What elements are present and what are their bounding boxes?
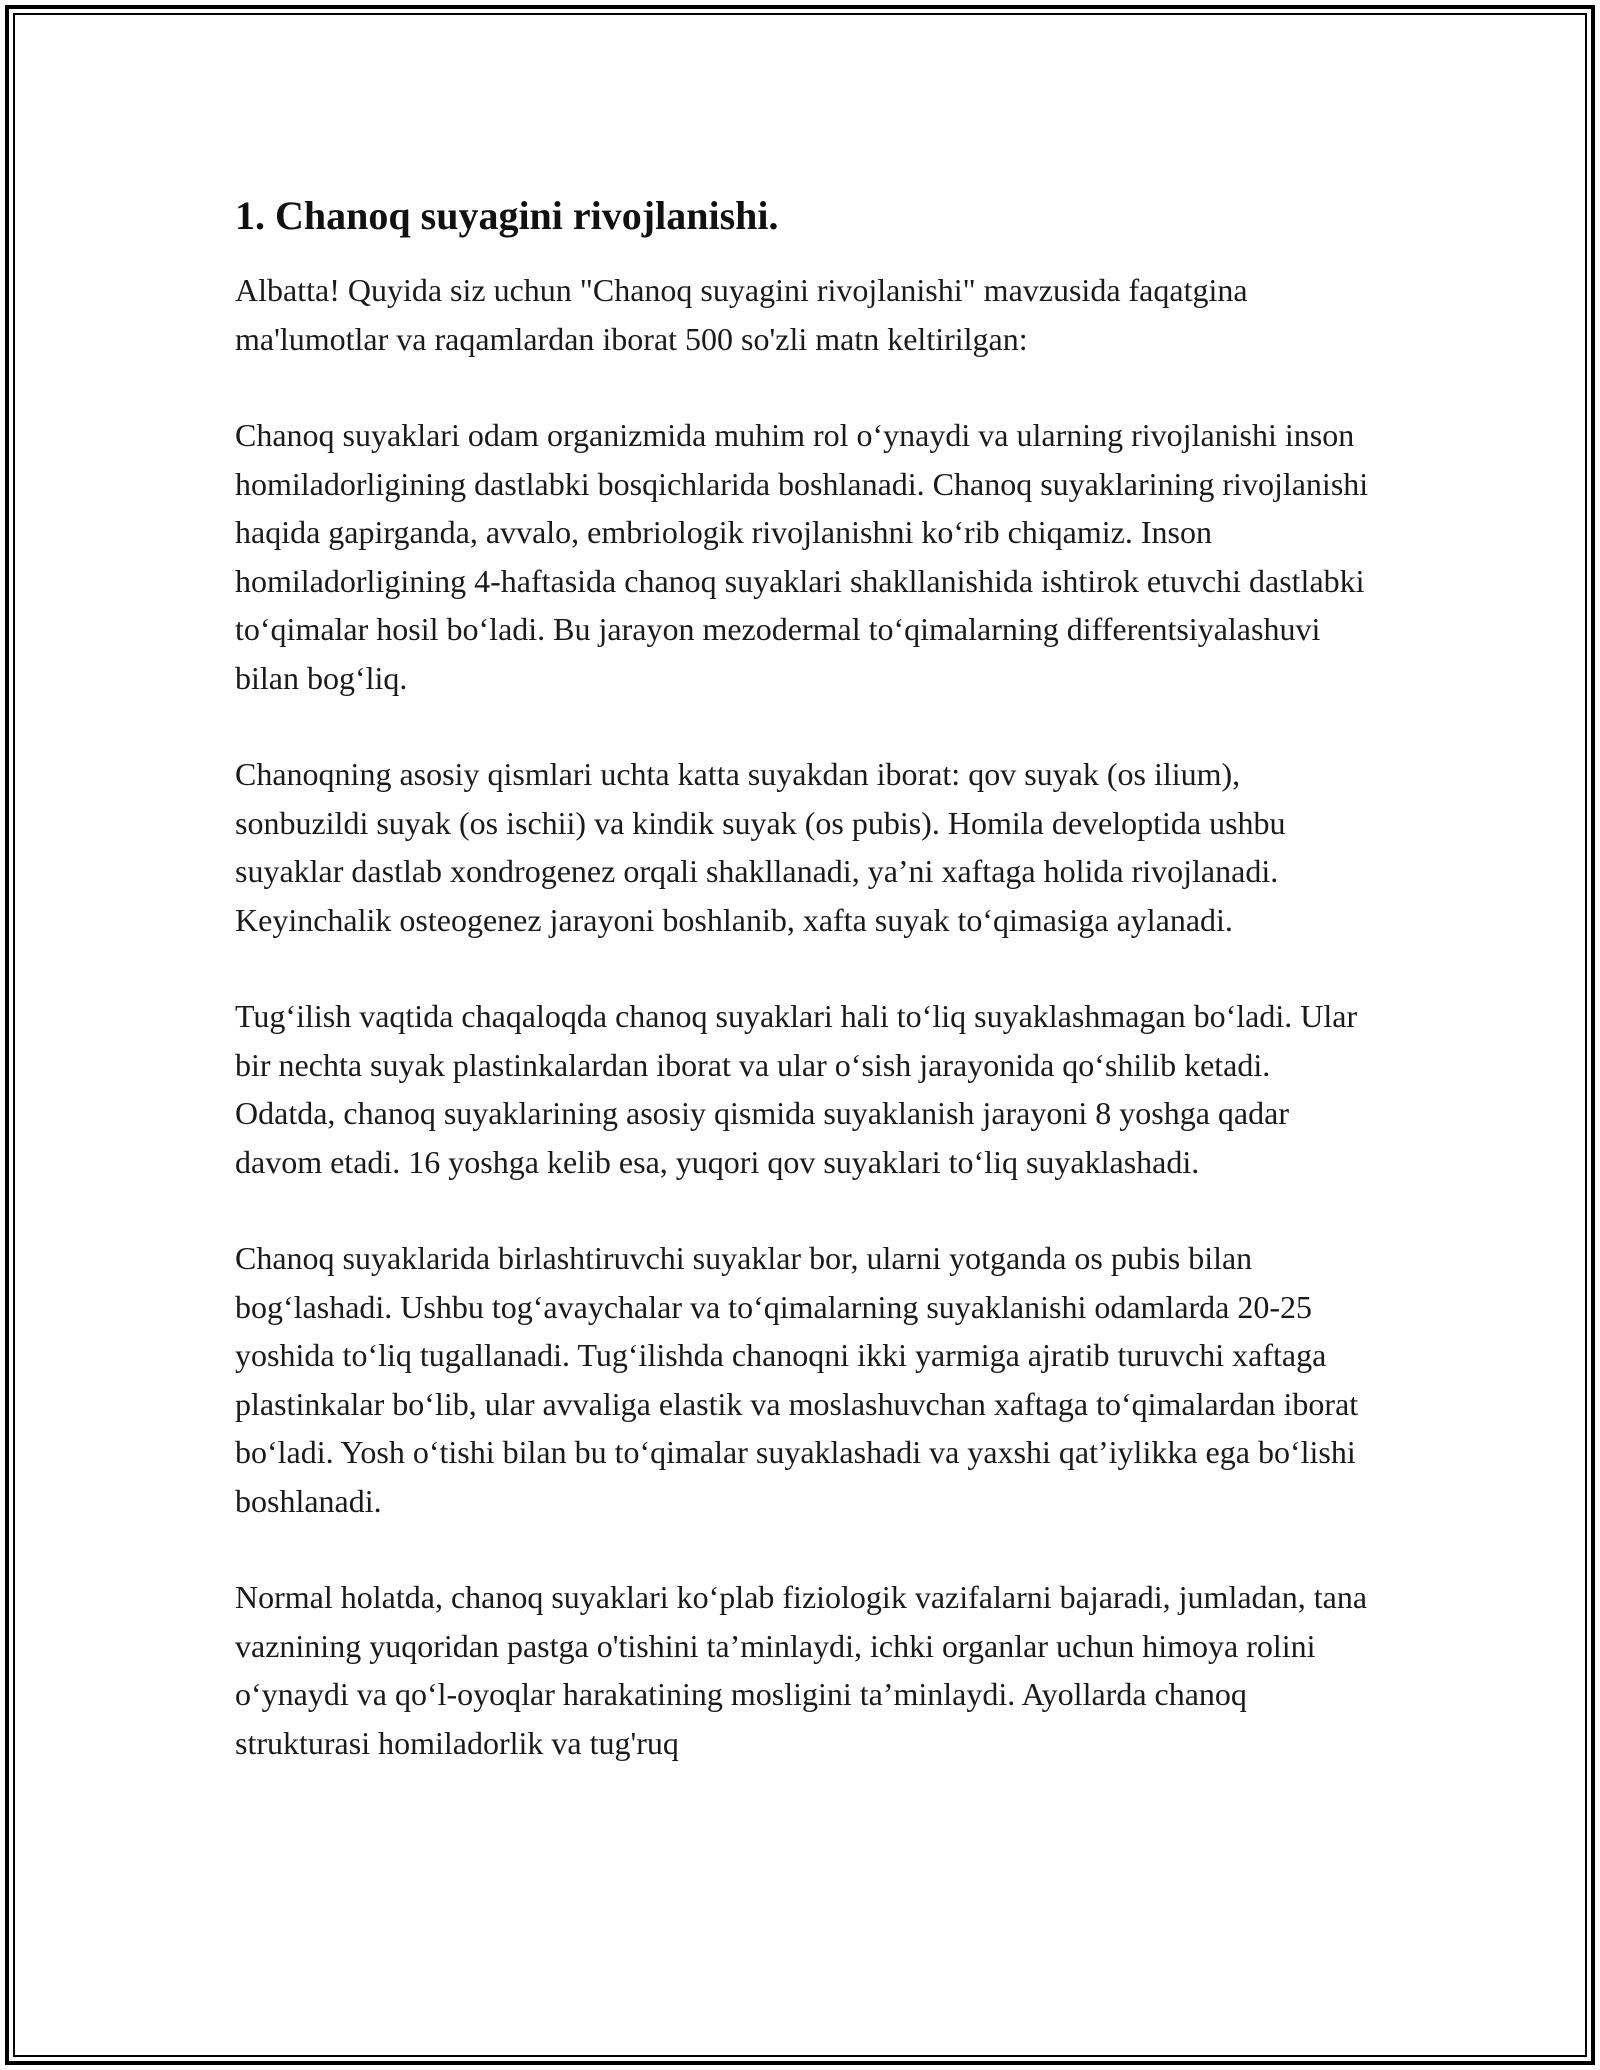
- paragraph-birth-ossification: Tug‘ilish vaqtida chaqaloqda chanoq suyaklari hali to‘liq suyaklashmagan bo‘ladi. Ular bir nechta suyak plastinkalardan iborat va ular o‘sish jarayonida qo‘shilib ketadi. Odatda, chanoq suyaklarining asosiy qismida suyaklanish jarayoni 8 yoshga qadar davom etadi. 16 yoshga kelib esa, yuqori qov suyaklari to‘liq suyaklashadi.: [235, 998, 1358, 1180]
- paragraph-connecting-bones: Chanoq suyaklarida birlashtiruvchi suyaklar bor, ularni yotganda os pubis bilan bog‘lashadi. Ushbu tog‘avaychalar va to‘qimalarning suyaklanishi odamlarda 20-25 yoshida to‘liq tugallanadi. Tug‘ilishda chanoqni ikki yarmiga ajratib turuvchi xaftaga plastinkalar bo‘lib, ular avvaliga elastik va moslashuvchan xaftaga to‘qimalardan iborat bo‘ladi. Yosh o‘tishi bilan bu to‘qimalar suyaklashadi va yaxshi qat’iylikka ega bo‘lishi boshlanadi.: [235, 1240, 1359, 1519]
- paragraph-functions: Normal holatda, chanoq suyaklari ko‘plab fiziologik vazifalarni bajaradi, jumladan, tana vaznining yuqoridan pastga o'tishini ta’minlaydi, ichki organlar uchun himoya rolini o‘ynaydi va qo‘l-oyoqlar harakatining mosligini ta’minlaydi. Ayollarda chanoq strukturasi homiladorlik va tug'ruq: [235, 1579, 1368, 1761]
- paragraph-embryology: Chanoq suyaklari odam organizmida muhim rol o‘ynaydi va ularning rivojlanishi inson homiladorligining dastlabki bosqichlarida boshlanadi. Chanoq suyaklarining rivojlanishi haqida gapirganda, avvalo, embriologik rivojlanishni ko‘rib chiqamiz. Inson homiladorligining 4-haftasida chanoq suyaklari shakllanishida ishtirok etuvchi dastlabki to‘qimalar hosil bo‘ladi. Bu jarayon mezodermal to‘qimalarning differentsiyalashuvi bilan bog‘liq.: [235, 417, 1369, 696]
- section-heading: 1. Chanoq suyagini rivojlanishi.: [235, 193, 779, 238]
- paragraph-intro: Albatta! Quyida siz uchun "Chanoq suyagini rivojlanishi" mavzusida faqatgina ma'lumotlar va raqamlardan iborat 500 so'zli matn keltirilgan:: [235, 272, 1248, 357]
- paragraph-pelvis-parts: Chanoqning asosiy qismlari uchta katta suyakdan iborat: qov suyak (os ilium), sonbuzildi suyak (os ischii) va kindik suyak (os pubis). Homila developtida ushbu suyaklar dastlab xondrogenez orqali shakllanadi, ya’ni xaftaga holida rivojlanadi. Keyinchalik osteogenez jarayoni boshlanib, xafta suyak to‘qimasiga aylanadi.: [235, 756, 1286, 938]
- document-content: [235, 190, 1375, 1767]
